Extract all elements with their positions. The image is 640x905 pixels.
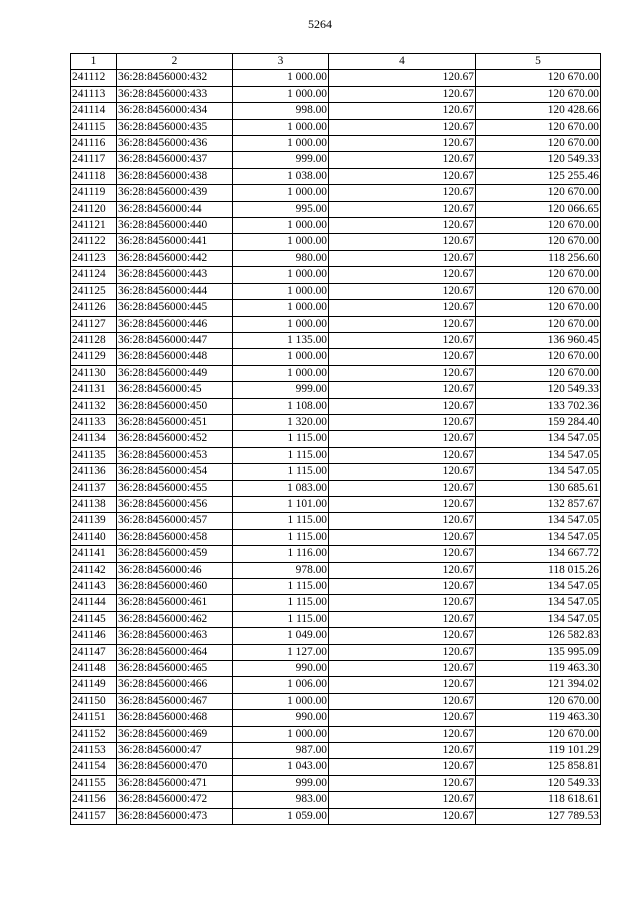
value-cell: 120 670.00: [476, 283, 601, 299]
row-number-cell: 241115: [71, 119, 117, 135]
table-row: [71, 775, 601, 791]
table-row: [71, 414, 601, 430]
cadastral-number-cell: 36:28:8456000:439: [117, 185, 233, 201]
row-number-cell: 241130: [71, 365, 117, 381]
value-cell: 120 670.00: [476, 136, 601, 152]
column-header-4: 4: [329, 54, 476, 70]
row-number-cell: 241147: [71, 644, 117, 660]
row-number-cell: 241154: [71, 759, 117, 775]
area-cell: 1 083.00: [233, 480, 329, 496]
rate-cell: 120.67: [329, 283, 476, 299]
rate-cell: 120.67: [329, 300, 476, 316]
table-body: [71, 70, 601, 825]
row-number-cell: 241148: [71, 661, 117, 677]
table-row: [71, 201, 601, 217]
cadastral-number-cell: 36:28:8456000:469: [117, 726, 233, 742]
row-number-cell: 241142: [71, 562, 117, 578]
rate-cell: 120.67: [329, 70, 476, 86]
table-row: [71, 119, 601, 135]
area-cell: 1 115.00: [233, 513, 329, 529]
row-number-cell: 241149: [71, 677, 117, 693]
value-cell: 133 702.36: [476, 398, 601, 414]
rate-cell: 120.67: [329, 250, 476, 266]
rate-cell: 120.67: [329, 185, 476, 201]
value-cell: 120 670.00: [476, 726, 601, 742]
cadastral-number-cell: 36:28:8456000:44: [117, 201, 233, 217]
row-number-cell: 241118: [71, 168, 117, 184]
rate-cell: 120.67: [329, 168, 476, 184]
area-cell: 1 000.00: [233, 726, 329, 742]
rate-cell: 120.67: [329, 316, 476, 332]
rate-cell: 120.67: [329, 775, 476, 791]
value-cell: 134 547.05: [476, 595, 601, 611]
value-cell: 134 547.05: [476, 579, 601, 595]
rate-cell: 120.67: [329, 546, 476, 562]
cadastral-number-cell: 36:28:8456000:472: [117, 792, 233, 808]
cadastral-number-cell: 36:28:8456000:437: [117, 152, 233, 168]
cadastral-number-cell: 36:28:8456000:465: [117, 661, 233, 677]
table-row: [71, 168, 601, 184]
area-cell: 999.00: [233, 382, 329, 398]
value-cell: 125 858.81: [476, 759, 601, 775]
row-number-cell: 241146: [71, 628, 117, 644]
table-row: [71, 365, 601, 381]
value-cell: 120 670.00: [476, 300, 601, 316]
table-row: [71, 496, 601, 512]
cadastral-number-cell: 36:28:8456000:452: [117, 431, 233, 447]
row-number-cell: 241116: [71, 136, 117, 152]
rate-cell: 120.67: [329, 136, 476, 152]
area-cell: 998.00: [233, 103, 329, 119]
rate-cell: 120.67: [329, 431, 476, 447]
cadastral-number-cell: 36:28:8456000:445: [117, 300, 233, 316]
table-row: [71, 398, 601, 414]
value-cell: 134 667.72: [476, 546, 601, 562]
rate-cell: 120.67: [329, 103, 476, 119]
value-cell: 127 789.53: [476, 808, 601, 824]
row-number-cell: 241140: [71, 529, 117, 545]
rate-cell: 120.67: [329, 86, 476, 102]
rate-cell: 120.67: [329, 792, 476, 808]
cadastral-number-cell: 36:28:8456000:473: [117, 808, 233, 824]
row-number-cell: 241131: [71, 382, 117, 398]
cadastral-number-cell: 36:28:8456000:450: [117, 398, 233, 414]
area-cell: 1 006.00: [233, 677, 329, 693]
row-number-cell: 241127: [71, 316, 117, 332]
area-cell: 1 116.00: [233, 546, 329, 562]
table-row: [71, 431, 601, 447]
value-cell: 118 618.61: [476, 792, 601, 808]
cadastral-number-cell: 36:28:8456000:443: [117, 267, 233, 283]
rate-cell: 120.67: [329, 152, 476, 168]
rate-cell: 120.67: [329, 332, 476, 348]
area-cell: 983.00: [233, 792, 329, 808]
row-number-cell: 241145: [71, 611, 117, 627]
column-header-2: 2: [117, 54, 233, 70]
value-cell: 126 582.83: [476, 628, 601, 644]
cadastral-number-cell: 36:28:8456000:446: [117, 316, 233, 332]
rate-cell: 120.67: [329, 119, 476, 135]
cadastral-number-cell: 36:28:8456000:458: [117, 529, 233, 545]
area-cell: 1 127.00: [233, 644, 329, 660]
cadastral-number-cell: 36:28:8456000:442: [117, 250, 233, 266]
cadastral-number-cell: 36:28:8456000:460: [117, 579, 233, 595]
cadastral-number-cell: 36:28:8456000:436: [117, 136, 233, 152]
table-row: [71, 464, 601, 480]
value-cell: 120 670.00: [476, 349, 601, 365]
value-cell: 130 685.61: [476, 480, 601, 496]
table-row: [71, 579, 601, 595]
rate-cell: 120.67: [329, 611, 476, 627]
cadastral-number-cell: 36:28:8456000:47: [117, 743, 233, 759]
row-number-cell: 241117: [71, 152, 117, 168]
rate-cell: 120.67: [329, 677, 476, 693]
table-row: [71, 86, 601, 102]
rate-cell: 120.67: [329, 726, 476, 742]
row-number-cell: 241132: [71, 398, 117, 414]
rate-cell: 120.67: [329, 759, 476, 775]
area-cell: 1 000.00: [233, 234, 329, 250]
value-cell: 120 670.00: [476, 119, 601, 135]
row-number-cell: 241141: [71, 546, 117, 562]
row-number-cell: 241151: [71, 710, 117, 726]
cadastral-number-cell: 36:28:8456000:454: [117, 464, 233, 480]
cadastral-number-cell: 36:28:8456000:441: [117, 234, 233, 250]
row-number-cell: 241153: [71, 743, 117, 759]
area-cell: 1 043.00: [233, 759, 329, 775]
rate-cell: 120.67: [329, 267, 476, 283]
rate-cell: 120.67: [329, 234, 476, 250]
table-row: [71, 661, 601, 677]
cadastral-number-cell: 36:28:8456000:449: [117, 365, 233, 381]
table-row: [71, 726, 601, 742]
value-cell: 132 857.67: [476, 496, 601, 512]
table-row: [71, 234, 601, 250]
area-cell: 1 101.00: [233, 496, 329, 512]
table-row: [71, 70, 601, 86]
cadastral-number-cell: 36:28:8456000:444: [117, 283, 233, 299]
table-row: [71, 300, 601, 316]
row-number-cell: 241123: [71, 250, 117, 266]
rate-cell: 120.67: [329, 480, 476, 496]
value-cell: 120 670.00: [476, 316, 601, 332]
value-cell: 121 394.02: [476, 677, 601, 693]
value-cell: 119 463.30: [476, 710, 601, 726]
area-cell: 1 115.00: [233, 464, 329, 480]
table-row: [71, 185, 601, 201]
area-cell: 1 000.00: [233, 119, 329, 135]
table-row: [71, 103, 601, 119]
rate-cell: 120.67: [329, 595, 476, 611]
area-cell: 1 115.00: [233, 529, 329, 545]
value-cell: 118 256.60: [476, 250, 601, 266]
cadastral-number-cell: 36:28:8456000:432: [117, 70, 233, 86]
cadastral-number-cell: 36:28:8456000:453: [117, 447, 233, 463]
area-cell: 1 108.00: [233, 398, 329, 414]
row-number-cell: 241124: [71, 267, 117, 283]
value-cell: 125 255.46: [476, 168, 601, 184]
cadastral-number-cell: 36:28:8456000:459: [117, 546, 233, 562]
row-number-cell: 241136: [71, 464, 117, 480]
area-cell: 1 115.00: [233, 431, 329, 447]
land-registry-table: [70, 53, 601, 825]
rate-cell: 120.67: [329, 513, 476, 529]
value-cell: 120 670.00: [476, 693, 601, 709]
page-number: 5264: [308, 17, 332, 31]
table-row: [71, 447, 601, 463]
value-cell: 135 995.09: [476, 644, 601, 660]
rate-cell: 120.67: [329, 710, 476, 726]
column-header-3: 3: [233, 54, 329, 70]
table-row: [71, 250, 601, 266]
row-number-cell: 241125: [71, 283, 117, 299]
cadastral-number-cell: 36:28:8456000:463: [117, 628, 233, 644]
row-number-cell: 241157: [71, 808, 117, 824]
table-row: [71, 644, 601, 660]
cadastral-number-cell: 36:28:8456000:451: [117, 414, 233, 430]
table-row: [71, 382, 601, 398]
area-cell: 980.00: [233, 250, 329, 266]
rate-cell: 120.67: [329, 382, 476, 398]
row-number-cell: 241156: [71, 792, 117, 808]
cadastral-number-cell: 36:28:8456000:467: [117, 693, 233, 709]
table-row: [71, 759, 601, 775]
table-row: [71, 283, 601, 299]
area-cell: 1 000.00: [233, 70, 329, 86]
area-cell: 1 049.00: [233, 628, 329, 644]
value-cell: 120 066.65: [476, 201, 601, 217]
row-number-cell: 241114: [71, 103, 117, 119]
cadastral-number-cell: 36:28:8456000:440: [117, 218, 233, 234]
area-cell: 990.00: [233, 661, 329, 677]
rate-cell: 120.67: [329, 693, 476, 709]
cadastral-number-cell: 36:28:8456000:464: [117, 644, 233, 660]
area-cell: 1 115.00: [233, 579, 329, 595]
row-number-cell: 241152: [71, 726, 117, 742]
rate-cell: 120.67: [329, 743, 476, 759]
area-cell: 1 000.00: [233, 185, 329, 201]
value-cell: 120 670.00: [476, 218, 601, 234]
area-cell: 1 115.00: [233, 595, 329, 611]
table-row: [71, 808, 601, 824]
table-row: [71, 218, 601, 234]
table-row: [71, 546, 601, 562]
cadastral-number-cell: 36:28:8456000:447: [117, 332, 233, 348]
area-cell: 1 000.00: [233, 218, 329, 234]
row-number-cell: 241121: [71, 218, 117, 234]
row-number-cell: 241143: [71, 579, 117, 595]
table-header-row: [71, 54, 601, 70]
area-cell: 1 135.00: [233, 332, 329, 348]
rate-cell: 120.67: [329, 661, 476, 677]
cadastral-number-cell: 36:28:8456000:46: [117, 562, 233, 578]
value-cell: 120 670.00: [476, 267, 601, 283]
row-number-cell: 241112: [71, 70, 117, 86]
value-cell: 120 670.00: [476, 234, 601, 250]
row-number-cell: 241150: [71, 693, 117, 709]
row-number-cell: 241122: [71, 234, 117, 250]
rate-cell: 120.67: [329, 398, 476, 414]
value-cell: 120 549.33: [476, 775, 601, 791]
table-row: [71, 628, 601, 644]
value-cell: 134 547.05: [476, 431, 601, 447]
table-row: [71, 710, 601, 726]
cadastral-number-cell: 36:28:8456000:434: [117, 103, 233, 119]
table-row: [71, 480, 601, 496]
row-number-cell: 241113: [71, 86, 117, 102]
cadastral-number-cell: 36:28:8456000:468: [117, 710, 233, 726]
area-cell: 1 115.00: [233, 447, 329, 463]
value-cell: 119 463.30: [476, 661, 601, 677]
area-cell: 1 000.00: [233, 86, 329, 102]
cadastral-number-cell: 36:28:8456000:470: [117, 759, 233, 775]
cadastral-number-cell: 36:28:8456000:456: [117, 496, 233, 512]
value-cell: 134 547.05: [476, 611, 601, 627]
rate-cell: 120.67: [329, 365, 476, 381]
area-cell: 1 000.00: [233, 349, 329, 365]
value-cell: 120 670.00: [476, 365, 601, 381]
rate-cell: 120.67: [329, 201, 476, 217]
rate-cell: 120.67: [329, 628, 476, 644]
rate-cell: 120.67: [329, 529, 476, 545]
row-number-cell: 241129: [71, 349, 117, 365]
table-row: [71, 152, 601, 168]
rate-cell: 120.67: [329, 562, 476, 578]
cadastral-number-cell: 36:28:8456000:457: [117, 513, 233, 529]
cadastral-number-cell: 36:28:8456000:45: [117, 382, 233, 398]
row-number-cell: 241137: [71, 480, 117, 496]
value-cell: 120 670.00: [476, 185, 601, 201]
table-row: [71, 349, 601, 365]
table-row: [71, 136, 601, 152]
cadastral-number-cell: 36:28:8456000:462: [117, 611, 233, 627]
table-row: [71, 743, 601, 759]
table-row: [71, 792, 601, 808]
area-cell: 1 038.00: [233, 168, 329, 184]
rate-cell: 120.67: [329, 496, 476, 512]
table-row: [71, 267, 601, 283]
area-cell: 987.00: [233, 743, 329, 759]
value-cell: 120 549.33: [476, 152, 601, 168]
table-row: [71, 611, 601, 627]
value-cell: 134 547.05: [476, 447, 601, 463]
area-cell: 1 320.00: [233, 414, 329, 430]
cadastral-number-cell: 36:28:8456000:461: [117, 595, 233, 611]
area-cell: 1 000.00: [233, 136, 329, 152]
rate-cell: 120.67: [329, 464, 476, 480]
value-cell: 134 547.05: [476, 529, 601, 545]
row-number-cell: 241134: [71, 431, 117, 447]
area-cell: 1 115.00: [233, 611, 329, 627]
table-row: [71, 513, 601, 529]
rate-cell: 120.67: [329, 218, 476, 234]
table-row: [71, 332, 601, 348]
area-cell: 1 000.00: [233, 693, 329, 709]
row-number-cell: 241138: [71, 496, 117, 512]
area-cell: 1 000.00: [233, 267, 329, 283]
row-number-cell: 241119: [71, 185, 117, 201]
column-header-5: 5: [476, 54, 601, 70]
table-row: [71, 677, 601, 693]
rate-cell: 120.67: [329, 349, 476, 365]
value-cell: 120 549.33: [476, 382, 601, 398]
area-cell: 1 000.00: [233, 300, 329, 316]
area-cell: 1 059.00: [233, 808, 329, 824]
rate-cell: 120.67: [329, 579, 476, 595]
area-cell: 978.00: [233, 562, 329, 578]
value-cell: 134 547.05: [476, 464, 601, 480]
area-cell: 995.00: [233, 201, 329, 217]
cadastral-number-cell: 36:28:8456000:448: [117, 349, 233, 365]
rate-cell: 120.67: [329, 644, 476, 660]
row-number-cell: 241155: [71, 775, 117, 791]
table-row: [71, 562, 601, 578]
row-number-cell: 241144: [71, 595, 117, 611]
value-cell: 136 960.45: [476, 332, 601, 348]
row-number-cell: 241139: [71, 513, 117, 529]
row-number-cell: 241128: [71, 332, 117, 348]
area-cell: 1 000.00: [233, 365, 329, 381]
rate-cell: 120.67: [329, 447, 476, 463]
value-cell: 119 101.29: [476, 743, 601, 759]
table-row: [71, 595, 601, 611]
area-cell: 1 000.00: [233, 316, 329, 332]
cadastral-number-cell: 36:28:8456000:438: [117, 168, 233, 184]
area-cell: 1 000.00: [233, 283, 329, 299]
row-number-cell: 241126: [71, 300, 117, 316]
row-number-cell: 241135: [71, 447, 117, 463]
area-cell: 990.00: [233, 710, 329, 726]
rate-cell: 120.67: [329, 808, 476, 824]
table-row: [71, 529, 601, 545]
row-number-cell: 241133: [71, 414, 117, 430]
row-number-cell: 241120: [71, 201, 117, 217]
table-row: [71, 316, 601, 332]
table-row: [71, 693, 601, 709]
cadastral-number-cell: 36:28:8456000:433: [117, 86, 233, 102]
area-cell: 999.00: [233, 152, 329, 168]
cadastral-number-cell: 36:28:8456000:471: [117, 775, 233, 791]
value-cell: 118 015.26: [476, 562, 601, 578]
cadastral-number-cell: 36:28:8456000:455: [117, 480, 233, 496]
cadastral-number-cell: 36:28:8456000:466: [117, 677, 233, 693]
area-cell: 999.00: [233, 775, 329, 791]
value-cell: 120 428.66: [476, 103, 601, 119]
cadastral-number-cell: 36:28:8456000:435: [117, 119, 233, 135]
column-header-1: 1: [71, 54, 117, 70]
value-cell: 120 670.00: [476, 70, 601, 86]
value-cell: 120 670.00: [476, 86, 601, 102]
value-cell: 134 547.05: [476, 513, 601, 529]
rate-cell: 120.67: [329, 414, 476, 430]
value-cell: 159 284.40: [476, 414, 601, 430]
